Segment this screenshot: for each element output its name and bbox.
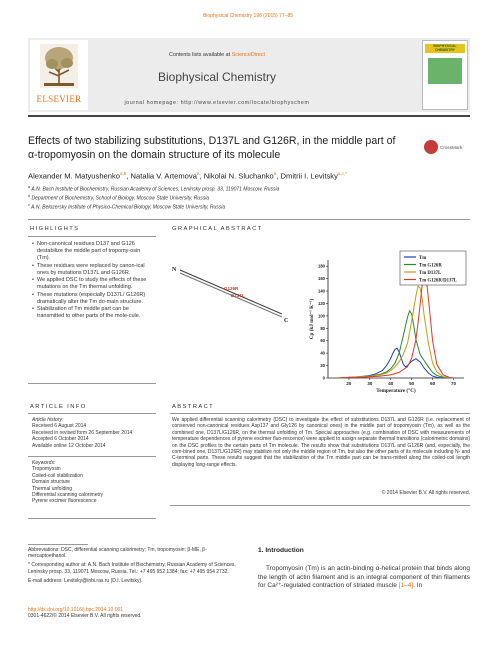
cover-title: BIOPHYSICAL CHEMISTRY [433,44,457,52]
x-tick-label: 40 [388,381,394,386]
keyword-item: Differential scanning calorimetry [32,492,104,499]
legend-label: Tm [419,255,427,261]
author-affil-marker[interactable]: a,b [120,171,127,176]
y-tick-label: 20 [320,363,325,369]
elsevier-tree-icon [40,44,78,88]
author-name[interactable]: Nikolai N. Sluchanko [203,171,274,181]
legend-label: Tm D137L [419,270,442,276]
keyword-item: Coiled-coil stabilization [32,472,83,479]
x-tick-label: 50 [409,381,415,386]
doi-block [28,607,244,620]
highlight-item: • Non-canonical residues D137 and G126 destabilize the middle part of tropomy-osin (Tm). [32,241,154,262]
legend-label: Tm G126R [419,263,442,269]
series-line-2 [339,286,454,378]
article-title: Effects of two stabilizing substitutions, D137L and G126R, in the middle part of α-tropomyosin on the domain structure of its molecule [28,135,396,161]
article-info-divider [28,456,156,457]
x-tick-label: 60 [430,381,436,386]
molecule-strand [180,270,282,314]
y-tick-label: 60 [320,338,325,344]
article-info-divider [28,413,156,414]
history-item: Available online 12 October 2014 [32,442,106,449]
highlight-item: • These mutations (especially D137L/ G126R) dramatically alter the Tm do-main structure. [32,292,154,306]
homepage-label: journal homepage: [124,100,179,106]
contents-available-line [92,52,342,58]
y-axis-label: Cp (kJ mol⁻¹ K⁻¹) [309,298,315,340]
keyword-item: Thermal unfolding [32,485,73,492]
y-tick-label: 40 [320,350,325,356]
highlight-item: • Stabilization of Tm middle part can be transmitted to other parts of the mole-cule. [32,306,154,320]
abstract-divider [170,505,470,506]
article-info-divider [28,518,156,519]
highlights-divider [28,383,156,384]
y-tick-label: 180 [318,263,325,269]
affil-marker: a [28,185,31,189]
highlights-list [32,241,154,321]
highlight-item: • We applied DSC to study the effects of these mutations on the Tm thermal unfolding. [32,277,154,291]
affil-text: Department of Biochemistry, School of Biology, Moscow State University, Russia [31,195,210,202]
keyword-item: Pyrene excimer fluorescence [32,498,97,505]
author-list: Alexander M. Matyushenko$^{a,b}$, Natalia V. Artemova$^a$, Nikolai N. Sluchanko$^a$, Dmitrii I. Levitsky$^{a,c,*}$ [28,171,347,181]
corresponding-author-footnote: * Corresponding author at: A.N. Bach Institute of Biochemistry, Russian Academy of Sciences, Leninsky prosp. 33, 119071 Moscow, Russia. Tel.: +7 495 952 1384; fax: +7 495 954 2732. [28,562,236,575]
keywords-label: Keywords: [32,460,56,466]
author-affil-marker[interactable]: a [196,171,200,176]
graphical-abstract-chart [168,238,470,394]
y-tick-label: 100 [318,313,325,319]
affil-marker: b [28,194,31,199]
x-axis-label: Temperature (°C) [376,388,416,394]
mutation-label: D137L [231,293,245,298]
doi-link[interactable]: http://dx.doi.org/10.1016/j.bpc.2014.10.001 [28,607,124,613]
legend-label: Tm G126R/D137L [419,278,457,284]
sciencedirect-link[interactable]: ScienceDirect [231,52,265,58]
author-name[interactable]: Dmitrii I. Levitsky [280,171,338,181]
history-item: Accepted 6 October 2014 [32,436,89,443]
issn-line: 0301-4622/© 2014 Elsevier B.V. All rights reserved. [28,613,142,620]
x-tick-label: 30 [367,381,373,386]
reference-link[interactable]: [1–4] [398,582,414,590]
affil-text: A.N. Belozersky Institute of Physico-Chemical Biology, Moscow State University, Russia [31,204,226,211]
abbreviations-footnote: Abbreviations: DSC, differential scanning calorimetry; Tm, tropomyosin; β-ME, β-mercaptoethanol. [28,547,207,560]
series-line-1 [339,311,454,378]
affiliation-item [28,184,468,193]
copyright-notice: © 2014 Elsevier B.V. All rights reserved. [381,490,470,496]
section-divider [28,219,470,220]
mutation-label: G126R [224,286,239,291]
affil-text: A.N. Bach Institute of Biochemistry, Russian Academy of Sciences, Leninsky prosp. 33, 119071 Moscow, Russia [31,186,280,193]
crossmark-label[interactable]: CrossMark [440,145,463,150]
journal-citation[interactable]: Biophysical Chemistry 196 (2015) 77–85 [202,13,294,19]
x-tick-label: 70 [451,381,457,386]
elsevier-wordmark: ELSEVIER [36,94,82,104]
y-tick-label: 120 [318,300,325,306]
y-tick-label: 80 [320,325,325,331]
history-item: Received in revised form 26 September 2014 [32,429,133,436]
abstract-divider [170,413,470,414]
highlight-item: • These residues were replaced by canon-ical ones by mutations D137L and G126R. [32,263,154,277]
affiliations [28,184,468,211]
footnotes [28,547,244,587]
email-footnote[interactable]: E-mail address: Levitsky@inbi.ras.ru (D.I. Levitsky). [28,577,143,584]
article-history [32,417,156,449]
molecule-n-terminus: N [172,267,177,273]
author-name[interactable]: Alexander M. Matyushenko [28,171,121,181]
x-tick-label: 20 [346,381,352,386]
y-tick-label: 140 [318,288,325,294]
article-info-heading: ARTICLE INFO [30,404,87,410]
contents-prefix: Contents lists available at [169,52,231,58]
journal-name[interactable]: Biophysical Chemistry [157,70,277,84]
series-line-3 [339,274,454,378]
author-affil-marker[interactable]: a,c,* [337,171,347,176]
abstract-heading: ABSTRACT [172,404,215,410]
footnote-divider [28,544,88,545]
crossmark-icon[interactable] [424,140,438,154]
keyword-item: Domain structure [32,479,71,486]
cover-image [428,58,462,84]
journal-homepage [92,100,342,106]
homepage-link[interactable]: http://www.elsevier.com/locate/biophyschem [180,100,310,106]
molecule-c-terminus: C [284,318,289,324]
affil-marker: c [28,203,30,208]
introduction-heading: 1. Introduction [258,547,304,554]
highlights-heading: HIGHLIGHTS [30,226,80,232]
keyword-item: Tropomyosin [32,466,61,473]
highlights-divider [28,236,156,237]
history-label: Article history: [32,417,64,423]
intro-body-end: . In [413,582,423,590]
author-name[interactable]: Natalia V. Artemova [130,171,197,181]
affiliation-item [28,193,468,202]
history-item: Received 6 August 2014 [32,423,87,430]
introduction-text [258,565,470,591]
affiliation-item [28,202,468,211]
abstract-text: We applied differential scanning calorimetry (DSC) to investigate the effect of substitutions D137L and G126R (i.e. replacement of conserved non-canonical residues Asp137 and Gly126 by canonical ones) in the middle part of tropomyosin (Tm), as well as the combined one, D137L/G126R, on the thermal unfolding of Tm. Special approaches (e.g. combination of DSC with measurements of temperature dependences of pyrene excimer fluo-rescence) were applied to assign separate thermal transitions (calorimetric domains) on the DSC profiles to the certain parts of Tm molecule. The results show that substitutions D137L and G126R (and, especially, the com-bined one, D137L/G126R) may stabilize not only the middle region of Tm, but also the other parts of its molecule including N- and C-terminal parts. These results suggest that the stabilization of the Tm middle part can be trans-mitted along the coiled-coil length displaying long-range effects. [172,417,470,468]
author-affil-marker[interactable]: a [273,171,277,176]
y-tick-label: 0 [322,375,325,381]
intro-body: Tropomyosin (Tm) is an actin-binding α-helical protein that binds along the length of actin filament and is an integral component of thin filaments for Ca²⁺-regulated contraction of striated muscle [258,565,470,590]
keywords [32,460,156,505]
graphical-abstract-heading: GRAPHICAL ABSTRACT [172,226,263,232]
y-tick-label: 160 [318,276,325,282]
header-divider [28,115,470,117]
